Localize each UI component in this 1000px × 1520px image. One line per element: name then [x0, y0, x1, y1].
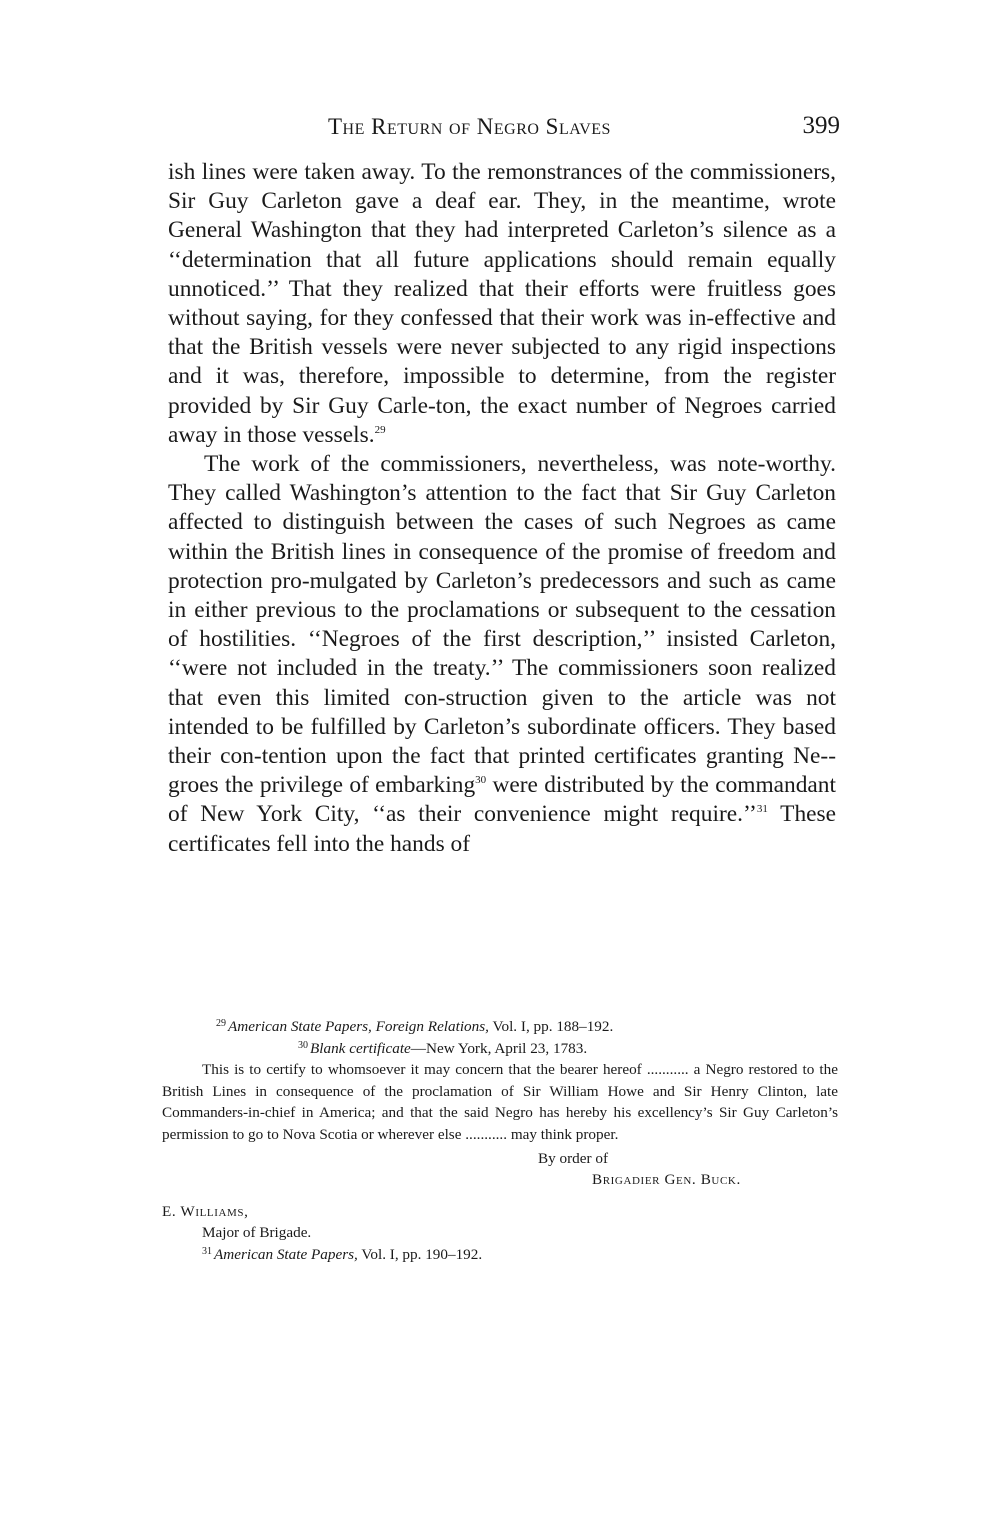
running-head: [168, 110, 840, 146]
footnote-citation: Vol. I, pp. 188–192.: [488, 1018, 614, 1035]
footnote-ref: 30: [475, 774, 487, 787]
paragraph: [168, 450, 836, 859]
page-number: 399: [802, 112, 840, 139]
paragraph-text: ish lines were taken away. To the remonstrances of the commissioners, Sir Guy Carleton gave a deaf ear. They, in the meantime, wrote General Washington that they had interpreted Carleton’s silence as a ‘‘determination that all future applications should remain equally unnoticed.’’ That they realized that their efforts were fruitless goes without saying, for they confessed that their work was in-effective and that the British vessels were never subjected to any rigid inspections and it was, therefore, impossible to determine, from the register provided by Sir Guy Carle-ton, the exact number of Negroes carried away in those vessels.: [168, 159, 836, 448]
footnote: [162, 1038, 838, 1060]
footnote-source: American State Papers, Foreign Relations,: [228, 1018, 489, 1035]
footnote-source: Blank certificate: [310, 1039, 411, 1057]
paragraph-text: were distributed by the commandant of New York City, ‘‘as their convenience might require.’’: [168, 772, 837, 828]
paragraph-text: The work of the commissioners, nevertheless, was note-worthy. They called Washington’s attention to the fact that Sir Guy Carleton affected to distinguish between the cases of such Negroes as came within the British lines in consequence of the promise of freedom and protection pro-mulgated by Carleton’s predecessors and such as came in either previous to the proclamations or subsequent to the cessation of hostilities. ‘‘Negroes of the first description,’’ insisted Carleton, ‘‘were not included in the treaty.’’ The commissioners soon realized that even this limited con-struction given to the article was not intended to be fulfilled by Carleton’s subordinate officers. They based their con-tention upon the fact that printed certificates granting Ne-groes the privilege of embarking: [168, 451, 836, 799]
officer-name: Brigadier Gen. Buck.: [592, 1171, 741, 1189]
footnote: [162, 1016, 838, 1038]
footnote-ref: 31: [756, 803, 768, 816]
footnote: [162, 1244, 838, 1266]
running-title: The Return of Negro Slaves: [328, 114, 611, 139]
footnote-source: American State Papers,: [214, 1245, 358, 1263]
certificate-text: This is to certify to whomsoever it may concern that the bearer hereof ........... a Negro restored to the British Lines in consequence of the proclamation of Sir William Howe and Sir Henry Clinton, late Commanders-in-chief in America; and that the said Negro has hereby his excellency’s Sir Guy Carleton’s permission to go to Nova Scotia or wherever else ........... may think proper.: [162, 1061, 838, 1143]
paragraph: [168, 158, 836, 450]
footnote-citation: —New York, April 23, 1783.: [410, 1039, 588, 1057]
footnote-citation: Vol. I, pp. 190–192.: [357, 1245, 483, 1263]
body-text: [168, 158, 836, 859]
footnote-ref: 29: [374, 423, 386, 436]
by-order-line: By order of: [538, 1149, 609, 1167]
signer-name: E. Williams,: [162, 1202, 249, 1220]
footnote-number: 30: [298, 1039, 308, 1051]
paragraph-text: These certificates fell into the hands of: [168, 801, 837, 857]
signer-rank: Major of Brigade.: [202, 1224, 312, 1242]
footnotes: [162, 1016, 838, 1266]
footnote-number: 29: [216, 1018, 226, 1029]
footnote-number: 31: [202, 1245, 212, 1257]
